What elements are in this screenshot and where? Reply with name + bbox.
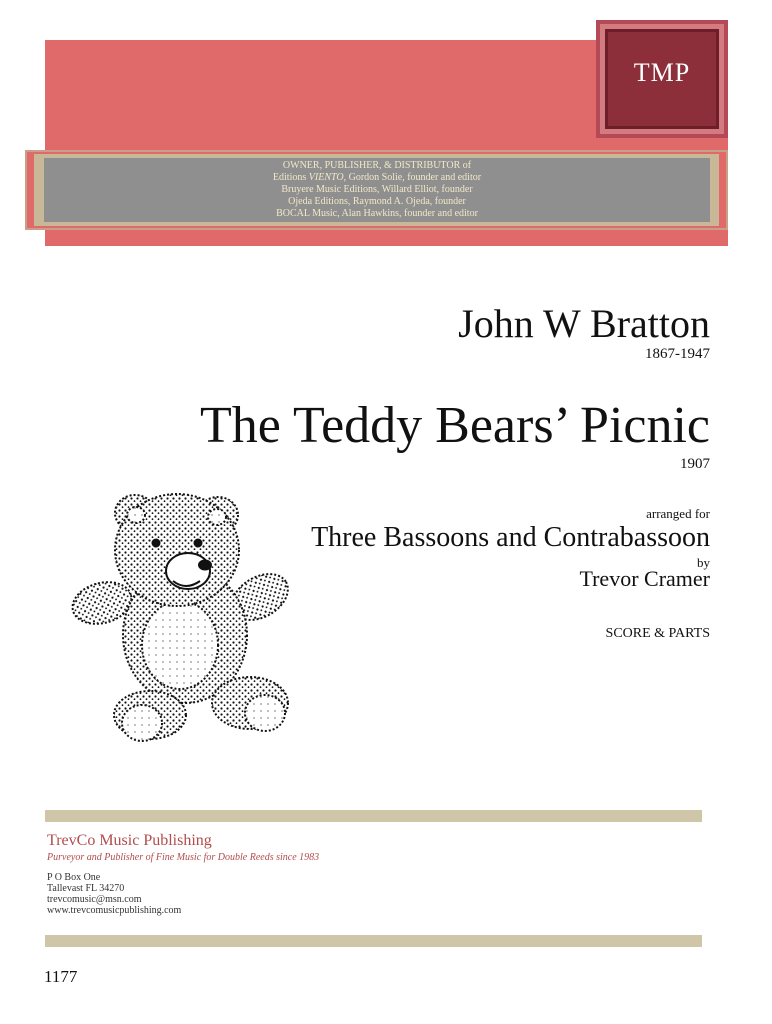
imprint-line-bruyere: Bruyere Music Editions, Willard Elliot, founder	[281, 184, 473, 195]
viento-prefix: Editions	[272, 172, 309, 183]
work-title: The Teddy Bears’ Picnic	[200, 397, 710, 454]
composer-name: John W Bratton	[458, 301, 710, 346]
publisher-logo-badge	[596, 20, 728, 138]
viento-suffix: , Gordon Solie, founder and editor	[343, 172, 482, 183]
imprint-line-ojeda: Ojeda Editions, Raymond A. Ojeda, founder	[288, 196, 466, 207]
footer-rule-bottom	[45, 935, 702, 947]
publisher-email: trevcomusic@msn.com	[47, 894, 142, 905]
arranger-name: Trevor Cramer	[579, 566, 710, 591]
composer-dates: 1867-1947	[645, 346, 710, 362]
publisher-imprints-box	[44, 158, 710, 222]
by-label: by	[697, 555, 710, 570]
arranged-for-label: arranged for	[646, 506, 710, 521]
address-line-2: Tallevast FL 34270	[47, 883, 125, 894]
instrumentation: Three Bassoons and Contrabassoon	[311, 522, 710, 553]
footer-rule-top	[45, 810, 702, 822]
address-line-1: P O Box One	[47, 872, 101, 883]
teddy-bear-icon	[70, 485, 305, 750]
catalog-number: 1177	[44, 967, 78, 986]
publisher-name: TrevCo Music Publishing	[47, 832, 212, 849]
imprint-line-bocal: BOCAL Music, Alan Hawkins, founder and editor	[276, 208, 478, 219]
publisher-tagline: Purveyor and Publisher of Fine Music for Double Reeds since 1983	[47, 852, 320, 863]
imprint-line-owner: OWNER, PUBLISHER, & DISTRIBUTOR of	[282, 160, 472, 171]
publisher-website: www.trevcomusicpublishing.com	[47, 905, 182, 916]
work-year: 1907	[680, 456, 710, 472]
publisher-contact	[47, 872, 181, 916]
imprint-line-viento	[273, 172, 481, 184]
logo-text: TMP	[633, 58, 691, 87]
viento-name: VIENTO	[308, 172, 344, 183]
edition-type: SCORE & PARTS	[605, 626, 710, 641]
